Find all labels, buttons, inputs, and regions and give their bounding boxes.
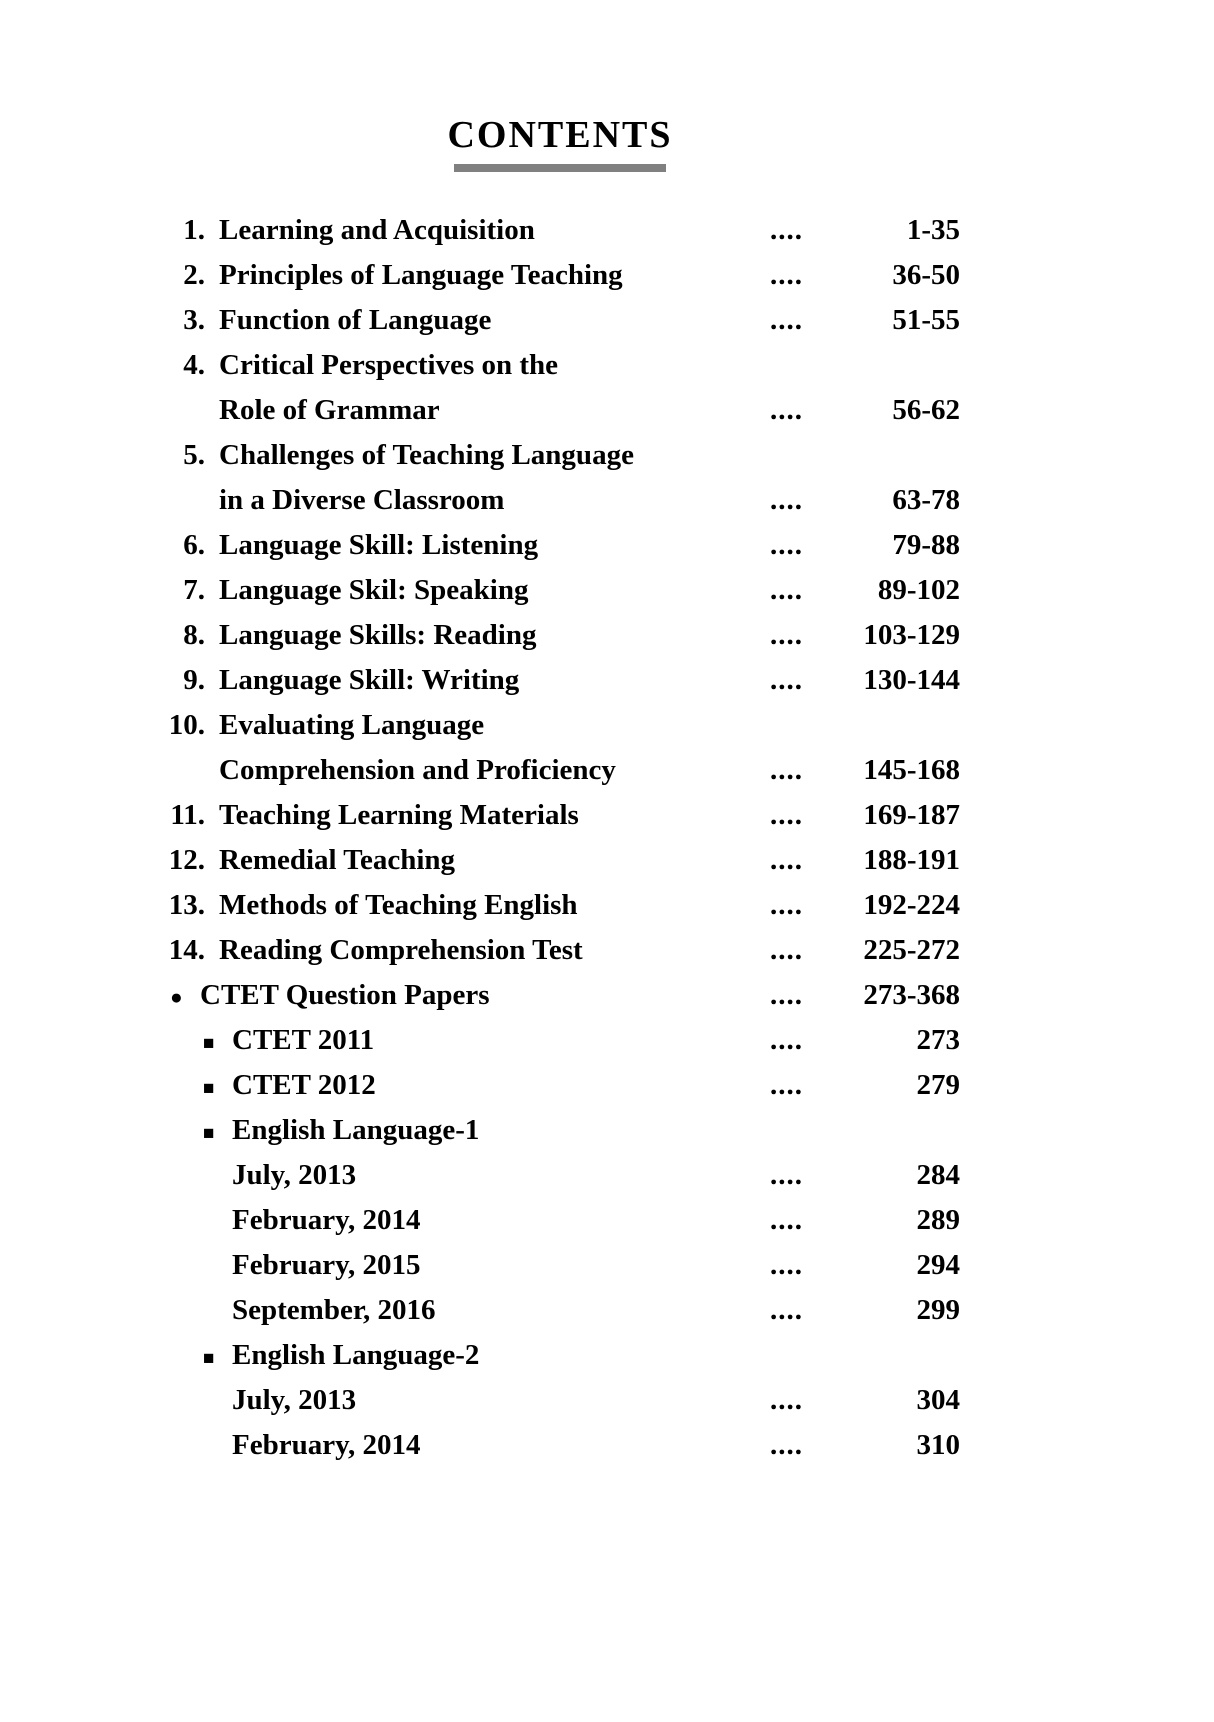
entry-dots: .... <box>770 1069 803 1101</box>
square-icon: ■ <box>203 1348 215 1369</box>
entry-dots: .... <box>770 1249 803 1281</box>
toc-entry <box>160 801 960 830</box>
entry-left <box>160 621 770 650</box>
entry-title: February, 2014 <box>232 1204 421 1236</box>
entry-title: July, 2013 <box>232 1384 357 1416</box>
entry-title: Challenges of Teaching Language <box>219 439 634 471</box>
entry-left <box>160 1161 770 1190</box>
toc-entry <box>160 441 960 470</box>
entry-title: February, 2015 <box>232 1249 421 1281</box>
entry-pages: 294 <box>916 1249 960 1281</box>
entry-title: Reading Comprehension Test <box>219 934 583 966</box>
entry-title: CTET Question Papers <box>200 979 490 1011</box>
entry-left <box>160 306 770 335</box>
entry-title: Teaching Learning Materials <box>219 799 579 831</box>
entry-left <box>160 1386 770 1415</box>
entry-marker: 13. <box>168 889 205 921</box>
toc-list <box>160 216 960 1460</box>
entry-left <box>160 351 770 380</box>
entry-pages: 89-102 <box>877 574 960 606</box>
entry-dots: .... <box>770 304 803 336</box>
toc-entry <box>160 531 960 560</box>
entry-left <box>160 1341 770 1370</box>
entry-left <box>160 396 770 425</box>
square-icon: ■ <box>203 1033 215 1054</box>
entry-pages: 304 <box>916 1384 960 1416</box>
entry-pages: 192-224 <box>863 889 960 921</box>
square-icon: ■ <box>203 1123 215 1144</box>
entry-pages: 279 <box>916 1069 960 1101</box>
toc-entry <box>160 1026 960 1055</box>
toc-entry <box>160 1071 960 1100</box>
entry-marker: 1. <box>183 214 205 246</box>
entry-pages: 56-62 <box>892 394 960 426</box>
entry-left <box>160 1026 770 1055</box>
entry-left <box>160 936 770 965</box>
entry-pages: 36-50 <box>892 259 960 291</box>
entry-pages: 169-187 <box>863 799 960 831</box>
entry-dots: .... <box>770 664 803 696</box>
entry-pages: 130-144 <box>863 664 960 696</box>
entry-marker: 7. <box>183 574 205 606</box>
entry-marker: 8. <box>183 619 205 651</box>
entry-title: Language Skil: Speaking <box>219 574 529 606</box>
entry-pages: 1-35 <box>906 214 960 246</box>
toc-entry <box>160 576 960 605</box>
entry-marker: 9. <box>183 664 205 696</box>
title-underline <box>454 164 666 172</box>
toc-entry <box>160 1341 960 1370</box>
toc-entry <box>160 1251 960 1280</box>
toc-entry <box>160 396 960 425</box>
toc-entry <box>160 1116 960 1145</box>
entry-marker: 10. <box>168 709 205 741</box>
entry-dots: .... <box>770 799 803 831</box>
toc-entry <box>160 1206 960 1235</box>
toc-entry <box>160 306 960 335</box>
entry-title: Methods of Teaching English <box>219 889 578 921</box>
entry-marker: 12. <box>168 844 205 876</box>
entry-left <box>160 1251 770 1280</box>
entry-pages: 289 <box>916 1204 960 1236</box>
toc-entry <box>160 1431 960 1460</box>
entry-title: Principles of Language Teaching <box>219 259 623 291</box>
entry-dots: .... <box>770 1024 803 1056</box>
entry-dots: .... <box>770 214 803 246</box>
entry-left <box>160 1116 770 1145</box>
entry-left <box>160 1431 770 1460</box>
entry-dots: .... <box>770 1204 803 1236</box>
entry-marker: 4. <box>183 349 205 381</box>
entry-left <box>160 576 770 605</box>
entry-dots: .... <box>770 1384 803 1416</box>
entry-dots: .... <box>770 1429 803 1461</box>
entry-dots: .... <box>770 754 803 786</box>
entry-title: Critical Perspectives on the <box>219 349 559 381</box>
entry-pages: 63-78 <box>892 484 960 516</box>
entry-title: CTET 2011 <box>232 1024 375 1056</box>
entry-left <box>160 981 770 1010</box>
entry-left <box>160 666 770 695</box>
entry-left <box>160 1071 770 1100</box>
entry-marker: 6. <box>183 529 205 561</box>
entry-marker: 14. <box>168 934 205 966</box>
entry-title: English Language-2 <box>232 1339 480 1371</box>
toc-entry <box>160 1161 960 1190</box>
entry-title: September, 2016 <box>232 1294 436 1326</box>
toc-entry <box>160 216 960 245</box>
entry-title: English Language-1 <box>232 1114 480 1146</box>
entry-pages: 51-55 <box>892 304 960 336</box>
entry-pages: 273 <box>916 1024 960 1056</box>
toc-entry <box>160 1296 960 1325</box>
entry-dots: .... <box>770 979 803 1011</box>
entry-title: Remedial Teaching <box>219 844 456 876</box>
entry-pages: 103-129 <box>863 619 960 651</box>
toc-entry <box>160 846 960 875</box>
entry-title: Learning and Acquisition <box>219 214 535 246</box>
bullet-icon: ● <box>170 985 183 1009</box>
entry-title: Evaluating Language <box>219 709 485 741</box>
entry-dots: .... <box>770 259 803 291</box>
entry-title: CTET 2012 <box>232 1069 376 1101</box>
toc-entry <box>160 711 960 740</box>
entry-dots: .... <box>770 484 803 516</box>
entry-pages: 310 <box>916 1429 960 1461</box>
entry-left <box>160 1296 770 1325</box>
entry-dots: .... <box>770 619 803 651</box>
entry-marker: 3. <box>183 304 205 336</box>
toc-entry <box>160 666 960 695</box>
entry-dots: .... <box>770 394 803 426</box>
entry-title: Language Skill: Writing <box>219 664 520 696</box>
toc-entry <box>160 261 960 290</box>
entry-left <box>160 261 770 290</box>
entry-title: February, 2014 <box>232 1429 421 1461</box>
entry-pages: 145-168 <box>863 754 960 786</box>
entry-dots: .... <box>770 934 803 966</box>
toc-entry <box>160 936 960 965</box>
entry-left <box>160 441 770 470</box>
entry-left <box>160 891 770 920</box>
toc-entry <box>160 891 960 920</box>
entry-pages: 225-272 <box>863 934 960 966</box>
entry-dots: .... <box>770 1294 803 1326</box>
page-header <box>160 0 960 172</box>
entry-title: Function of Language <box>219 304 492 336</box>
toc-entry <box>160 486 960 515</box>
toc-entry <box>160 621 960 650</box>
entry-marker: 2. <box>183 259 205 291</box>
square-icon: ■ <box>203 1078 215 1099</box>
entry-pages: 284 <box>916 1159 960 1191</box>
entry-title: Language Skills: Reading <box>219 619 537 651</box>
entry-marker: 11. <box>170 799 205 831</box>
entry-dots: .... <box>770 1159 803 1191</box>
entry-pages: 273-368 <box>863 979 960 1011</box>
entry-dots: .... <box>770 574 803 606</box>
entry-title: Comprehension and Proficiency <box>219 754 616 786</box>
entry-title: July, 2013 <box>232 1159 357 1191</box>
entry-title: in a Diverse Classroom <box>219 484 505 516</box>
entry-left <box>160 486 770 515</box>
entry-left <box>160 846 770 875</box>
toc-entry <box>160 1386 960 1415</box>
entry-left <box>160 1206 770 1235</box>
entry-pages: 79-88 <box>892 529 960 561</box>
entry-pages: 299 <box>916 1294 960 1326</box>
entry-left <box>160 531 770 560</box>
toc-entry <box>160 351 960 380</box>
entry-dots: .... <box>770 529 803 561</box>
entry-left <box>160 801 770 830</box>
page-title: CONTENTS <box>447 114 673 156</box>
entry-left <box>160 711 770 740</box>
entry-dots: .... <box>770 889 803 921</box>
entry-title: Language Skill: Listening <box>219 529 539 561</box>
entry-pages: 188-191 <box>863 844 960 876</box>
entry-title: Role of Grammar <box>219 394 440 426</box>
toc-entry <box>160 756 960 785</box>
entry-dots: .... <box>770 844 803 876</box>
entry-marker: 5. <box>183 439 205 471</box>
toc-entry <box>160 981 960 1010</box>
entry-left <box>160 756 770 785</box>
entry-left <box>160 216 770 245</box>
